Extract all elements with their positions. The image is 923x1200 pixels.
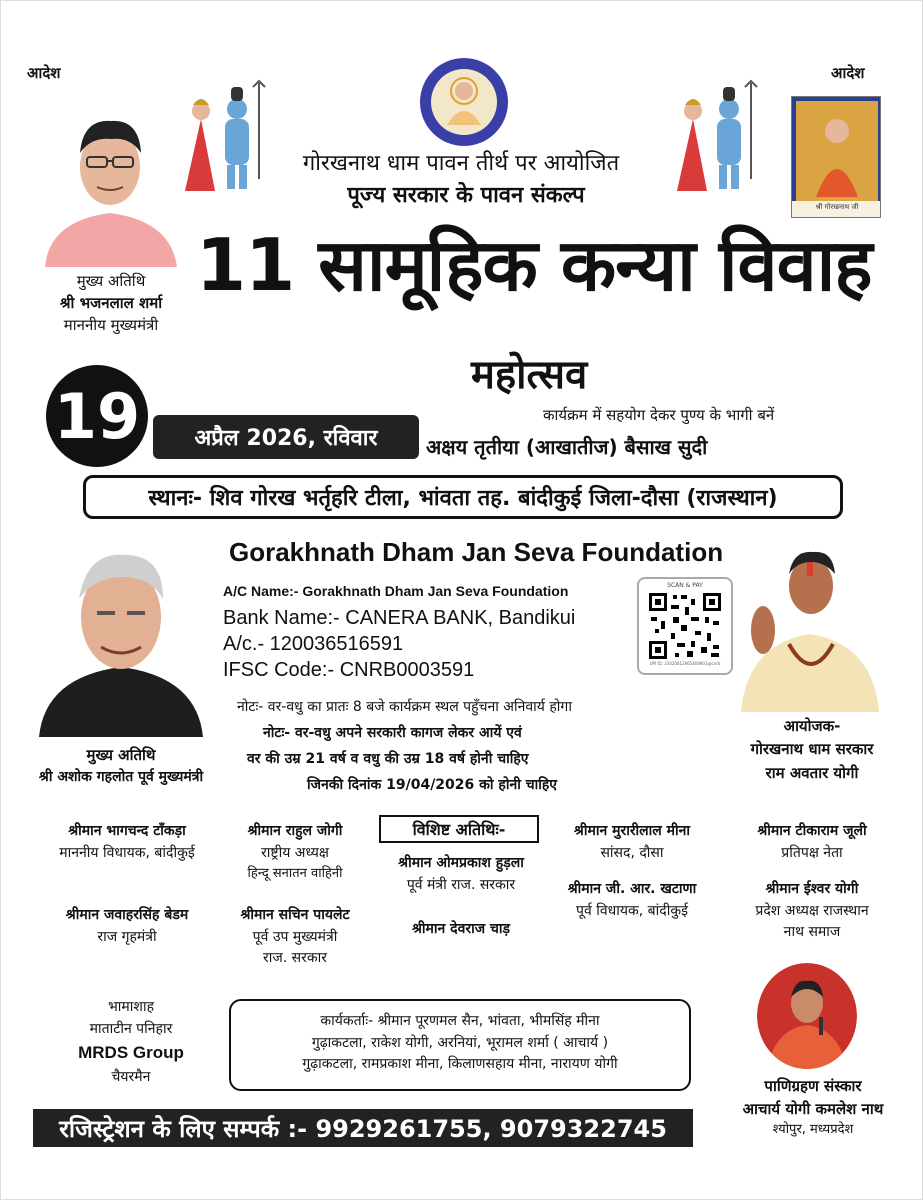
guest-4-title-2: राज. सरकार xyxy=(263,950,327,967)
workers-line-1: कार्यकर्ताः- श्रीमान पूरणमल सैन, भांवता, भीमसिंह मीना xyxy=(320,1013,600,1029)
gorakhnath-poster-image xyxy=(791,96,881,218)
organizer-line-1: गोरखनाथ धाम सरकार xyxy=(750,740,874,759)
tagline: कार्यक्रम में सहयोग देकर पुण्य के भागी बनें xyxy=(543,406,775,424)
guest-6 xyxy=(371,919,551,941)
panigrahan-line-1: पाणिग्रहण संस्कार xyxy=(764,1077,862,1095)
chief-guest-2-caption xyxy=(21,745,221,787)
acharya-photo xyxy=(757,963,857,1069)
qr-upi-id: UPI ID: 33420812665408901@cnrb xyxy=(649,661,721,666)
aadesh-right: आदेश xyxy=(831,64,865,82)
guest-7-name: श्रीमान मुरारीलाल मीना xyxy=(573,823,691,839)
guest-1-title: माननीय विधायक, बांदीकुई xyxy=(59,844,195,861)
bhamashah-line-1: भामाशाह xyxy=(107,999,155,1015)
chief-guest-1-name: श्री भजनलाल शर्मा xyxy=(59,293,163,312)
main-title: 11 सामूहिक कन्या विवाह xyxy=(196,223,872,307)
chief-guest-2-photo xyxy=(35,537,207,737)
guest-4 xyxy=(215,905,375,970)
payment-qr[interactable] xyxy=(637,577,733,675)
registration-contact: रजिस्ट्रेशन के लिए सम्पर्क :- 9929261755, 9079322745 xyxy=(33,1109,693,1147)
bhamashah-line-2: माताटीन पनिहार xyxy=(89,1020,173,1037)
guest-3-name: श्रीमान राहुल जोगी xyxy=(247,823,343,839)
guest-4-name: श्रीमान सचिन पायलेट xyxy=(240,907,350,923)
event-venue: स्थानः- शिव गोरख भर्तृहरि टीला, भांवता तह. बांदीकुई जिला-दौसा (राजस्थान) xyxy=(83,475,843,519)
guest-9-title: प्रतिपक्ष नेता xyxy=(781,844,843,861)
guest-10 xyxy=(719,879,905,944)
guest-5 xyxy=(371,853,551,896)
guest-5-title: पूर्व मंत्री राज. सरकार xyxy=(406,876,516,893)
guest-2-title: राज गृहमंत्री xyxy=(97,928,157,945)
organizer-photo xyxy=(735,534,885,712)
guest-2-name: श्रीमान जवाहरसिंह बेडम xyxy=(65,907,189,923)
bank-name: Bank Name:- CANERA BANK, Bandikui xyxy=(223,607,576,629)
chief-guest-2-role: मुख्य अतिथि xyxy=(86,746,156,764)
foundation-name: Gorakhnath Dham Jan Seva Foundation xyxy=(229,537,724,567)
organizer-line-2: राम अवतार योगी xyxy=(765,763,859,782)
guest-3-title-1: राष्ट्रीय अध्यक्ष xyxy=(261,844,329,861)
note-1: नोटः- वर-वधु का प्रातः 8 बजे कार्यक्रम स्थल पहुँचना अनिवार्य होगा xyxy=(237,699,572,715)
chief-guest-1-photo xyxy=(35,101,185,267)
qr-title: SCAN & PAY xyxy=(667,582,703,589)
guest-10-title-1: प्रदेश अध्यक्ष राजस्थान xyxy=(755,902,869,919)
bhamashah-line-4: चैयरमैन xyxy=(111,1068,151,1085)
guest-9-name: श्रीमान टीकाराम जूली xyxy=(757,823,867,839)
guest-8-name: श्रीमान जी. आर. खटाणा xyxy=(567,881,697,897)
panigrahan-line-2: आचार्य योगी कमलेश नाथ xyxy=(742,1099,884,1118)
account-name: A/C Name:- Gorakhnath Dham Jan Seva Foundation xyxy=(223,583,569,599)
guest-3 xyxy=(215,821,375,885)
organizer-role: आयोजक- xyxy=(783,717,841,735)
foundation-logo xyxy=(419,57,509,147)
event-tithi: अक्षय तृतीया (आखातीज) बैसाख सुदी xyxy=(426,435,708,459)
guest-3-title-2: हिन्दू सनातन वाहिनी xyxy=(247,866,343,882)
guest-4-title-1: पूर्व उप मुख्यमंत्री xyxy=(252,928,338,945)
workers-line-2: गुढ़ाकटला, राकेश योगी, अरनियां, भूरामल शर्मा ( आचार्य ) xyxy=(311,1034,609,1051)
guest-2 xyxy=(27,905,227,948)
guest-10-title-2: नाथ समाज xyxy=(783,924,841,941)
shiva-parvati-image-left xyxy=(177,79,269,191)
chief-guest-1-role: मुख्य अतिथि xyxy=(76,272,146,290)
event-date-box: अप्रैल 2026, रविवार xyxy=(153,415,419,459)
karyakarta-box xyxy=(229,999,691,1091)
bhamashah xyxy=(41,997,221,1088)
subtitle-line-2: पूज्य सरकार के पावन संकल्प xyxy=(347,182,585,208)
subtitle-line-1: गोरखनाथ धाम पावन तीर्थ पर आयोजित xyxy=(302,151,620,176)
ifsc-code: IFSC Code:- CNRB0003591 xyxy=(223,659,475,681)
guest-8 xyxy=(537,879,727,922)
bhamashah-line-3: MRDS Group xyxy=(78,1043,184,1063)
guest-5-name: श्रीमान ओमप्रकाश हुड़ला xyxy=(398,855,524,871)
guest-1 xyxy=(27,821,227,864)
poster-caption: श्री गोरखनाथ जी xyxy=(815,203,859,211)
guest-1-name: श्रीमान भागचन्द टाँकड़ा xyxy=(68,823,186,839)
guest-7 xyxy=(537,821,727,864)
panigrahan xyxy=(715,1075,911,1140)
chief-guest-2-name: श्री अशोक गहलोत पूर्व मुख्यमंत्री xyxy=(38,768,204,785)
note-2: नोटः- वर-वधु अपने सरकारी कागज लेकर आयें एवं xyxy=(263,725,522,741)
aadesh-left: आदेश xyxy=(27,64,61,82)
organizer-caption xyxy=(727,715,897,785)
event-day-badge: 19 xyxy=(46,365,148,467)
panigrahan-line-3: श्योपुर, मध्यप्रदेश xyxy=(772,1122,854,1137)
note-4: जिनकी दिनांक 19/04/2026 को होनी चाहिए xyxy=(307,777,558,793)
qr-code-icon xyxy=(647,591,723,661)
chief-guest-1-title: माननीय मुख्यमंत्री xyxy=(63,315,159,334)
note-3: वर की उम्र 21 वर्ष व वधु की उम्र 18 वर्ष होनी चाहिए xyxy=(247,751,529,767)
guest-9 xyxy=(727,821,897,864)
guest-6-name: श्रीमान देवराज चाड़ xyxy=(411,921,511,937)
vishisht-atithi-label: विशिष्ट अतिथिः- xyxy=(379,815,539,843)
account-number: A/c.- 120036516591 xyxy=(223,633,404,655)
shiva-parvati-image-right xyxy=(669,79,761,191)
mahotsav-heading: महोत्सव xyxy=(471,351,588,398)
chief-guest-1-caption xyxy=(21,271,201,336)
guest-10-name: श्रीमान ईश्वर योगी xyxy=(765,881,859,897)
workers-line-3: गुढ़ाकटला, रामप्रकाश मीना, किलाणसहाय मीना, नारायण योगी xyxy=(302,1056,618,1073)
guest-7-title: सांसद, दौसा xyxy=(600,844,664,861)
guest-8-title: पूर्व विधायक, बांदीकुई xyxy=(576,902,688,919)
